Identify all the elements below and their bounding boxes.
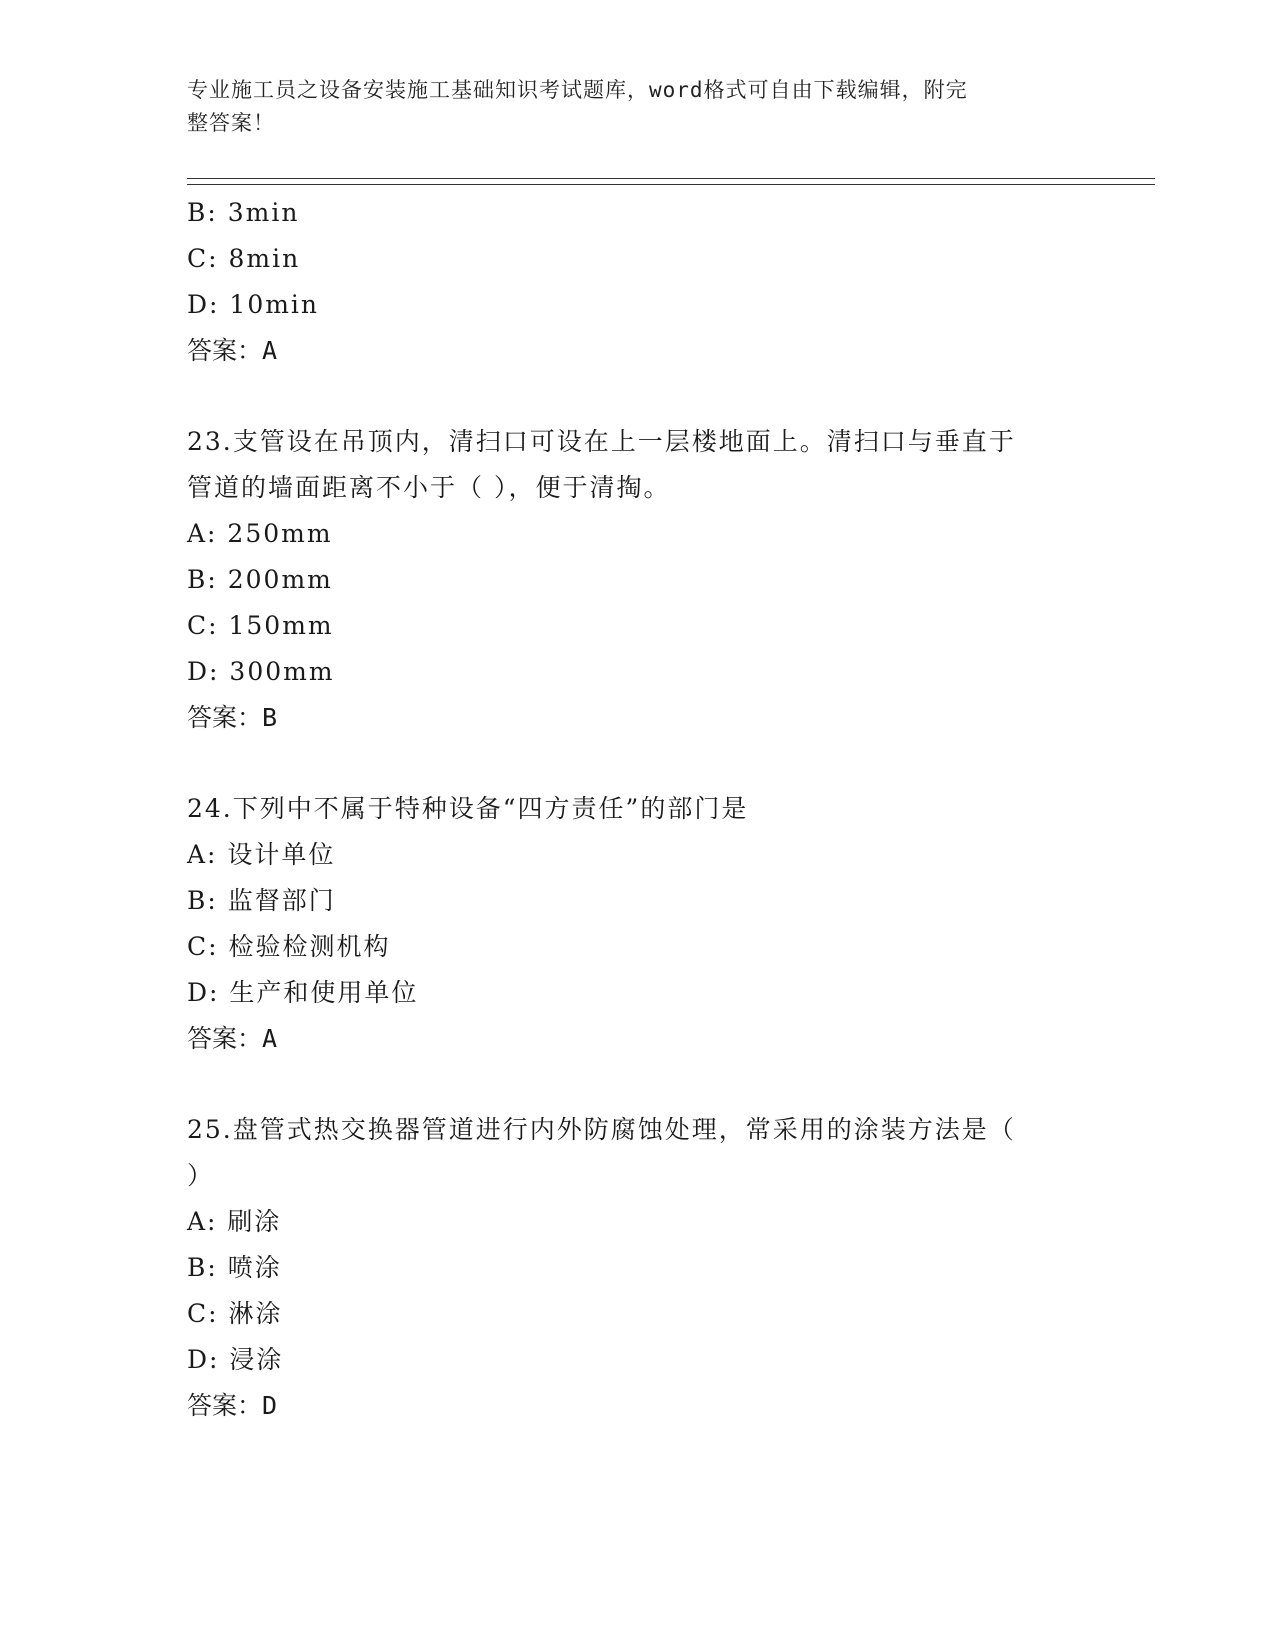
- question-text: [187, 786, 1087, 832]
- option-b: B: 监督部门: [187, 886, 336, 915]
- answer: 答案：D: [187, 1391, 278, 1420]
- question-text-line-1: 23.支管设在吊顶内，清扫口可设在上一层楼地面上。清扫口与垂直于: [187, 427, 1016, 456]
- option-d: D: 10min: [187, 290, 320, 319]
- answer: 答案：A: [187, 336, 278, 365]
- option-a: A: 250mm: [187, 519, 333, 548]
- option-c: C: 8min: [187, 244, 301, 273]
- question-23: [187, 419, 1087, 741]
- header-divider-top: [187, 178, 1155, 179]
- option-b: B: 200mm: [187, 565, 333, 594]
- header-line-2: 整答案！: [187, 111, 275, 135]
- question-text-line-1: 25.盘管式热交换器管道进行内外防腐蚀处理，常采用的涂装方法是（: [187, 1115, 1016, 1144]
- option-d: D: 浸涂: [187, 1345, 284, 1374]
- document-header: [187, 74, 1067, 140]
- question-24: [187, 786, 1087, 1062]
- question-list: [187, 190, 1087, 1429]
- option-c: C: 150mm: [187, 611, 334, 640]
- header-divider-bottom: [187, 184, 1155, 185]
- spacer: [187, 374, 1087, 419]
- option-d: D: 生产和使用单位: [187, 978, 419, 1007]
- option-c: C: 检验检测机构: [187, 932, 391, 961]
- question-text-line-2: ）: [187, 1161, 215, 1190]
- question-22: [187, 190, 1087, 374]
- question-text-line-1: 24.下列中不属于特种设备“四方责任”的部门是: [187, 794, 749, 823]
- option-b: B: 3min: [187, 198, 300, 227]
- header-line-1: 专业施工员之设备安装施工基础知识考试题库，word格式可自由下载编辑，附完: [187, 78, 968, 102]
- spacer: [187, 741, 1087, 786]
- option-b: B: 喷涂: [187, 1253, 282, 1282]
- question-text-line-2: 管道的墙面距离不小于（ ），便于清掏。: [187, 473, 671, 502]
- question-text: [187, 419, 1087, 511]
- answer: 答案：B: [187, 703, 278, 732]
- spacer: [187, 1062, 1087, 1107]
- question-text: [187, 1107, 1087, 1199]
- question-25: [187, 1107, 1087, 1429]
- option-c: C: 淋涂: [187, 1299, 283, 1328]
- option-a: A: 设计单位: [187, 840, 336, 869]
- option-a: A: 刷涂: [187, 1207, 282, 1236]
- option-d: D: 300mm: [187, 657, 335, 686]
- answer: 答案：A: [187, 1024, 278, 1053]
